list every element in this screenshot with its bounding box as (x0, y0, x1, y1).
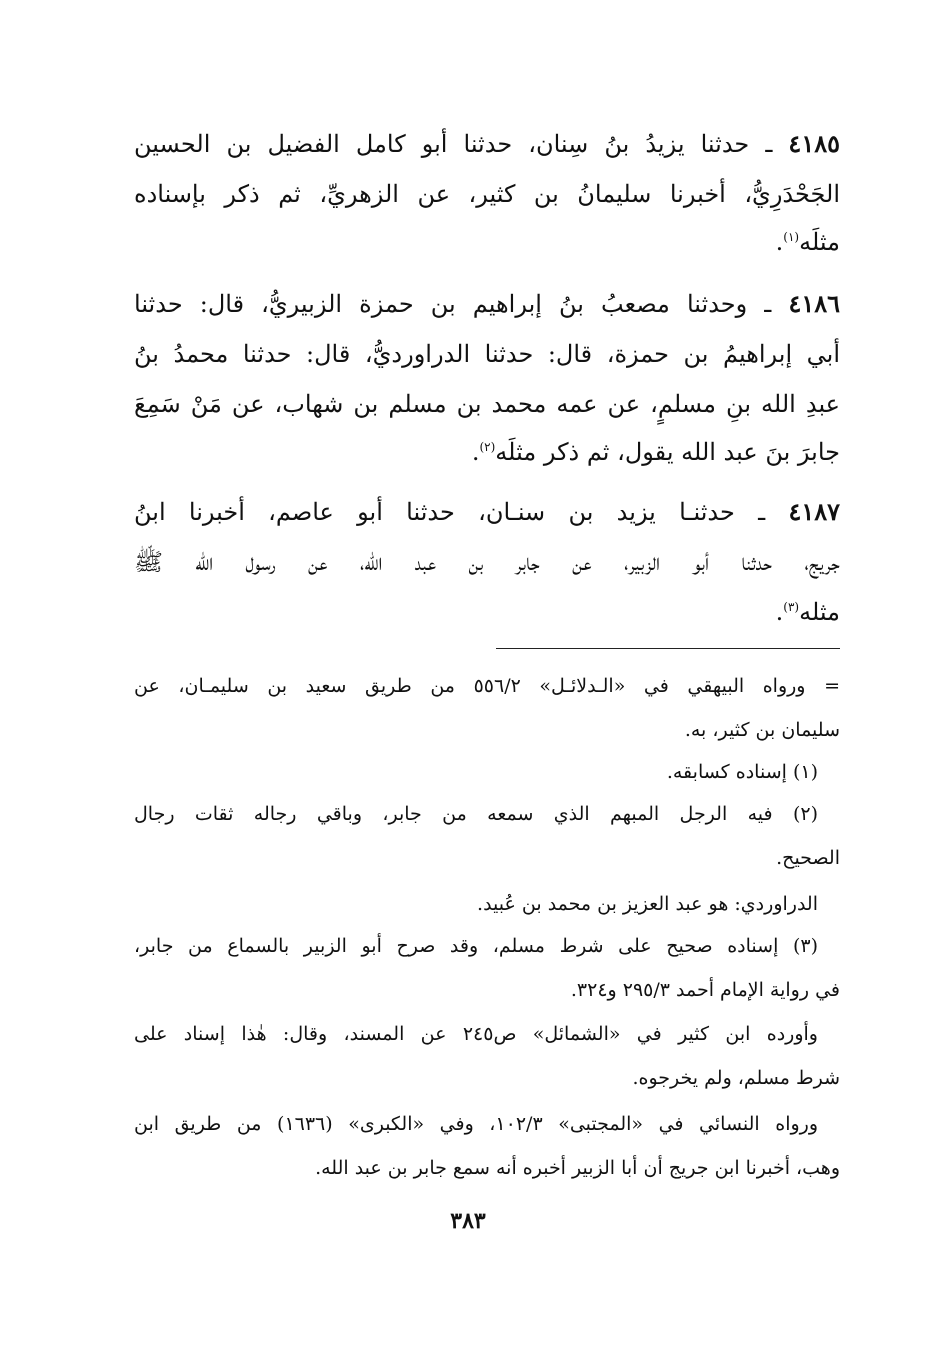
text-segment: جابرَ بنَ عبد الله يقول، ثم ذكر مثلَه (495, 438, 840, 466)
hadith-number: ٤١٨٦ (788, 289, 840, 318)
footnote-nasai-line: وهب، أخبرنا ابن جريج أن أبا الزبير أخبره أنه سمع جابر بن عبد الله. (315, 1157, 840, 1179)
text-line (134, 432, 840, 472)
footnote-2-line: (٢) فيه الرجل المبهم الذي سمعه من جابر، وباقي رجاله ثقات رجال (134, 803, 818, 825)
text-line (134, 124, 840, 164)
text-line: أبي إبراهيمُ بن حمزة، قال: حدثنا الدراورديُّ، قال: حدثنا محمدُ بنُ (134, 340, 840, 368)
text-ending: . (471, 438, 480, 466)
text-ending: . (775, 598, 784, 626)
footnote-ibn-kathir-line: وأورده ابن كثير في «الشمائل» ص٢٤٥ عن المسند، وقال: هٰذا إسناد على (134, 1023, 818, 1045)
text-line: عبدِ الله بنِ مسلمٍ، عن عمه محمد بن مسلم بن شهاب، عن مَنْ سَمِعَ (134, 390, 841, 418)
footnote-ref: (٢) (479, 440, 496, 454)
hadith-number: ٤١٨٧ (788, 497, 840, 526)
footnote-3-line: في رواية الإمام أحمد ٢٩٥/٣ و٣٢٤. (570, 979, 840, 1001)
footnote-darawardi: الدراوردي: هو عبد العزيز بن محمد بن عُبيد. (477, 893, 818, 915)
page-number: ٣٨٣ (450, 1208, 486, 1234)
footnote-line: سليمان بن كثير، به. (684, 719, 840, 741)
footnote-nasai-line: ورواه النسائي في «المجتبى» ١٠٢/٣، وفي «الكبرى» (١٦٣٦) من طريق ابن (134, 1113, 819, 1135)
text-line: الجَحْدَرِيُّ، أخبرنا سليمانُ بن كثير، عن الزهريِّ، ثم ذكر بإسناده (134, 180, 840, 208)
text-segment: مثلَه (799, 228, 840, 256)
text-segment: ـ وحدثنا مصعبُ بنُ إبراهيم بن حمزة الزبيريُّ، قال: حدثنا (134, 290, 772, 318)
text-line: جريج، حدثنا أبو الزبير، عن جابر بن عبد الله، عن رسول الله ﷺ (134, 548, 840, 576)
text-ending: . (775, 228, 784, 256)
footnote-separator (496, 648, 840, 649)
text-segment: مثله (799, 598, 840, 626)
footnote-3-line: (٣) إسناده صحيح على شرط مسلم، وقد صرح أبو الزبير بالسماع من جابر، (134, 935, 818, 957)
text-segment: ـ حدثنـا يزيد بن سنـان، حدثنا أبو عاصم، أخبرنا ابنُ (134, 498, 766, 526)
footnote-2-line: الصحيح. (776, 847, 840, 869)
text-line (134, 284, 840, 324)
footnote-line: = ورواه البيهقي في «الـدلائـل» ٥٥٦/٢ من طريق سعيد بن سليمـان، عن (134, 675, 840, 697)
footnote-ibn-kathir-line: شرط مسلم، ولم يخرجوه. (632, 1067, 840, 1089)
footnote-1: (١) إسناده كسابقه. (666, 761, 818, 783)
text-line (134, 222, 840, 262)
text-line (134, 592, 840, 632)
text-line (134, 492, 840, 532)
text-segment: ـ حدثنا يزيدُ بنُ سِنان، حدثنا أبو كامل الفضيل بن الحسين (134, 130, 773, 158)
footnote-ref: (١) (783, 230, 800, 244)
hadith-number: ٤١٨٥ (788, 129, 840, 158)
footnote-ref: (٣) (783, 600, 800, 614)
